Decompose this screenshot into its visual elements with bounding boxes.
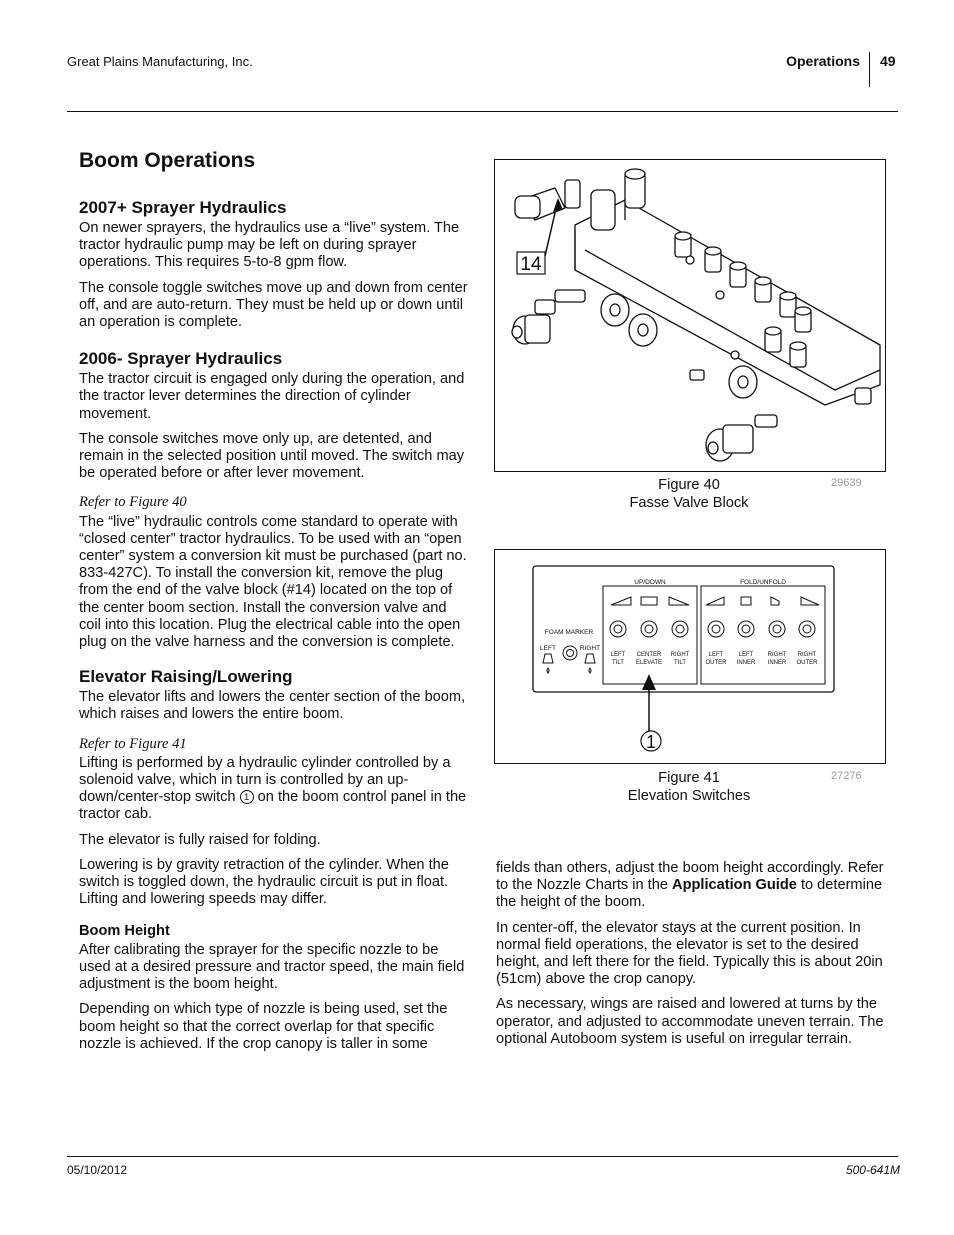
valve-block-illustration (495, 160, 885, 471)
figure-41-image (494, 549, 886, 764)
footer-date: 05/10/2012 (67, 1163, 128, 1177)
svg-text:TILT: TILT (612, 660, 624, 666)
paragraph: The console switches move only up, are detented, and remain in the selected position until moved. The switch may be operated before or after lever movement. (79, 430, 465, 482)
heading-2006-hydraulics: 2006- Sprayer Hydraulics (79, 349, 283, 369)
svg-text:RIGHT: RIGHT (579, 645, 601, 652)
paragraph: In center-off, the elevator stays at the current position. In normal field operations, the elevator is set to the desired height, and left there for the field. Typically this is about 20in (51cm) above the crop canopy. (496, 919, 883, 988)
svg-text:FOLD/UNFOLD: FOLD/UNFOLD (740, 579, 786, 586)
paragraph: As necessary, wings are raised and lowered at turns by the operator, and adjusted to accommodate uneven terrain. The optional Autoboom system is useful on irregular terrain. (496, 996, 884, 1047)
page-title: Boom Operations (79, 149, 256, 172)
header-rule (67, 111, 898, 112)
paragraph: The console toggle switches move up and down from center off, and are auto-return. They must be held up or down until an operation is complete. (79, 279, 468, 331)
svg-text:OUTER: OUTER (796, 660, 818, 666)
callout-circle: 1 (240, 790, 254, 804)
switch-panel-illustration (495, 550, 885, 763)
paragraph: Lifting is performed by a hydraulic cylinder controlled by a solenoid valve, which in turn is controlled by an up-down/center-stop switch 1 on the boom control panel in the tractor cab. (79, 754, 467, 823)
svg-text:INNER: INNER (767, 660, 787, 666)
paragraph: On newer sprayers, the hydraulics use a “live” system. The tractor hydraulic pump may be left on during sprayer operations. This requires 5-to-8 gpm flow. (79, 220, 460, 271)
left-column (79, 149, 471, 1061)
svg-text:RIGHT: RIGHT (670, 652, 690, 658)
paragraph: Lowering is by gravity retraction of the cylinder. When the switch is toggled down, the hydraulic circuit is put in float. Lifting and lowering speeds may differ. (79, 856, 449, 908)
callout-label: 1 (645, 732, 657, 752)
svg-text:OUTER: OUTER (705, 660, 727, 666)
svg-text:TILT: TILT (674, 660, 686, 666)
svg-text:RIGHT: RIGHT (797, 652, 817, 658)
figure-40-image (494, 159, 886, 472)
paragraph: After calibrating the sprayer for the specific nozzle to be used at a desired pressure and tractor speed, the main field adjustment is the boom height. (79, 941, 465, 993)
header-company: Great Plains Manufacturing, Inc. (67, 54, 253, 69)
paragraph: fields than others, adjust the boom height accordingly. Refer to the Nozzle Charts in the Application Guide to determine the height of the boom. (496, 860, 884, 911)
svg-text:LEFT: LEFT (708, 652, 724, 658)
figure-41-caption (580, 770, 798, 805)
figure-title: Fasse Valve Block (629, 494, 749, 511)
figure-number: Figure 40 (658, 477, 720, 493)
application-guide-ref: Application Guide (672, 877, 797, 894)
heading-elevator: Elevator Raising/Lowering (79, 667, 293, 687)
paragraph: The “live” hydraulic controls come standard to operate with “closed center” tractor hydraulics. To be used with an “open center” system a conversion kit must be purchased (part no. 833-427C). To install the conversion kit, remove the plug from the end of the valve block (#14) located on the top of the center boom section. Install the conversion valve and coil into this location. Plug the electrical cable into the open plug on the valve harness and the conversion is complete. (79, 513, 467, 651)
figure-reference: Refer to Figure 41 (79, 735, 187, 752)
svg-text:LEFT: LEFT (540, 645, 556, 652)
svg-text:LEFT: LEFT (610, 652, 626, 658)
footer-doc-number: 500-641M (845, 1163, 900, 1177)
paragraph: The elevator lifts and lowers the center section of the boom, which raises and lowers the entire boom. (79, 689, 466, 723)
image-id: 27276 (831, 770, 862, 782)
heading-boom-height: Boom Height (79, 922, 170, 939)
figure-title: Elevation Switches (627, 787, 751, 804)
heading-2007-hydraulics: 2007+ Sprayer Hydraulics (79, 198, 287, 217)
svg-text:INNER: INNER (736, 660, 756, 666)
image-id: 29639 (831, 477, 862, 489)
svg-text:FOAM MARKER: FOAM MARKER (544, 629, 594, 636)
figure-number: Figure 41 (658, 770, 720, 786)
page-number: 49 (880, 53, 896, 69)
svg-text:LEFT: LEFT (738, 652, 754, 658)
figure-reference: Refer to Figure 40 (79, 494, 187, 511)
header-section-title: Operations (786, 53, 860, 69)
svg-text:RIGHT: RIGHT (767, 652, 787, 658)
figure-40-caption (580, 477, 798, 512)
paragraph: Depending on which type of nozzle is being used, set the boom height so that the correct overlap for that specific nozzle is achieved. If the crop canopy is taller in some (79, 1001, 448, 1052)
svg-text:ELEVATE: ELEVATE (635, 660, 663, 666)
footer-rule (67, 1156, 898, 1157)
header-divider (869, 52, 870, 87)
right-column (496, 860, 888, 1056)
callout-label: 14 (520, 254, 542, 275)
paragraph: The tractor circuit is engaged only during the operation, and the tractor lever determines the direction of cylinder movement. (79, 371, 465, 422)
svg-text:UP/DOWN: UP/DOWN (634, 579, 666, 586)
svg-text:CENTER: CENTER (636, 652, 662, 658)
paragraph: The elevator is fully raised for folding. (79, 831, 321, 848)
